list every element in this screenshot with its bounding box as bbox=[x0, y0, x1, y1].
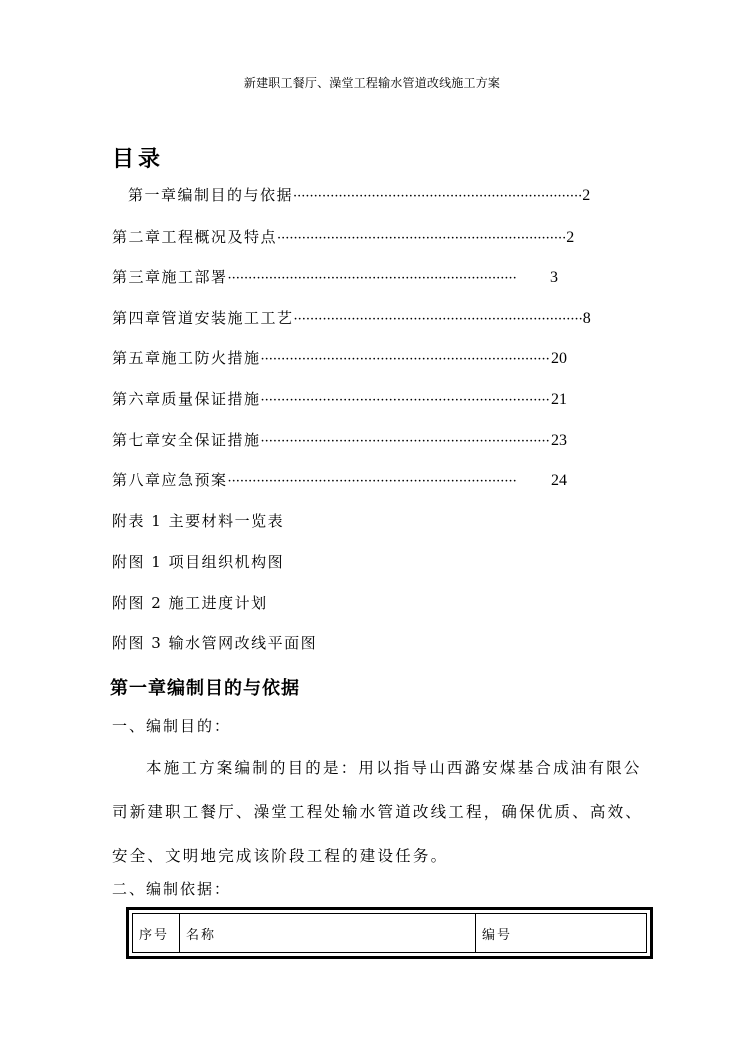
chapter-title: 第一章编制目的与依据 bbox=[110, 678, 300, 699]
toc-entry[interactable] bbox=[112, 226, 575, 247]
basis-table bbox=[126, 907, 653, 959]
toc-leader-dots: ······································································ bbox=[260, 434, 550, 449]
toc-entry[interactable] bbox=[112, 388, 567, 409]
toc-leader-dots: ······································································ bbox=[293, 312, 583, 327]
table-header-cell: 编号 bbox=[476, 914, 647, 953]
toc-leader-dots: ······································································ bbox=[260, 393, 550, 408]
toc-entry-label: 第一章编制目的与依据 bbox=[128, 186, 294, 204]
section-heading: 二、编制依据： bbox=[112, 880, 232, 898]
toc-entry[interactable] bbox=[128, 184, 591, 205]
paragraph-line: 司新建职工餐厅、澡堂工程处输水管道改线工程，确保优质、高效、 bbox=[112, 803, 644, 821]
toc-entry-page: 21 bbox=[551, 391, 567, 408]
section-heading: 一、编制目的： bbox=[112, 717, 232, 735]
toc-entry-label: 第七章安全保证措施 bbox=[112, 431, 261, 449]
toc-entry[interactable] bbox=[112, 347, 567, 368]
toc-entry-label: 第六章质量保证措施 bbox=[112, 390, 261, 408]
page-header: 新建职工餐厅、澡堂工程输水管道改线施工方案 bbox=[243, 76, 501, 90]
toc-entry-page: 24 bbox=[551, 472, 567, 489]
toc-entry-page: 2 bbox=[582, 187, 591, 204]
toc-leader-dots: ······································································ bbox=[277, 231, 567, 246]
paragraph-line: 本施工方案编制的目的是：用以指导山西潞安煤基合成油有限公 bbox=[146, 759, 642, 777]
toc-entry-page: 3 bbox=[550, 269, 558, 286]
toc-entry-label: 第八章应急预案 bbox=[112, 471, 228, 489]
toc-entry[interactable] bbox=[112, 266, 558, 287]
toc-entry[interactable] bbox=[112, 307, 591, 328]
toc-title: 目录 bbox=[112, 147, 165, 172]
toc-entry[interactable] bbox=[112, 469, 567, 490]
appendix-item: 附图 1 项目组织机构图 bbox=[112, 553, 285, 571]
toc-leader-dots: ······································································ bbox=[293, 189, 583, 204]
toc-entry-page: 8 bbox=[582, 310, 591, 327]
toc-entry[interactable] bbox=[112, 429, 567, 450]
toc-leader-dots: ······································································ bbox=[260, 352, 550, 367]
toc-entry-label: 第四章管道安装施工工艺 bbox=[112, 309, 294, 327]
appendix-item: 附表 1 主要材料一览表 bbox=[112, 512, 285, 530]
appendix-item: 附图 3 输水管网改线平面图 bbox=[112, 634, 318, 652]
table-header-cell: 名称 bbox=[180, 914, 476, 953]
toc-entry-label: 第三章施工部署 bbox=[112, 268, 228, 286]
toc-entry-page: 23 bbox=[551, 432, 567, 449]
toc-entry-label: 第五章施工防火措施 bbox=[112, 349, 261, 367]
toc-leader-dots: ······································································ bbox=[227, 474, 517, 489]
toc-entry-page: 20 bbox=[551, 350, 567, 367]
purpose-paragraph bbox=[112, 756, 644, 888]
toc-entry-page: 2 bbox=[566, 229, 575, 246]
table-header-cell: 序号 bbox=[133, 914, 180, 953]
toc-leader-dots: ······································································ bbox=[227, 271, 517, 286]
toc-entry-label: 第二章工程概况及特点 bbox=[112, 228, 278, 246]
paragraph-line: 安全、文明地完成该阶段工程的建设任务。 bbox=[112, 847, 449, 865]
appendix-item: 附图 2 施工进度计划 bbox=[112, 594, 268, 612]
table-header-row bbox=[133, 914, 647, 953]
